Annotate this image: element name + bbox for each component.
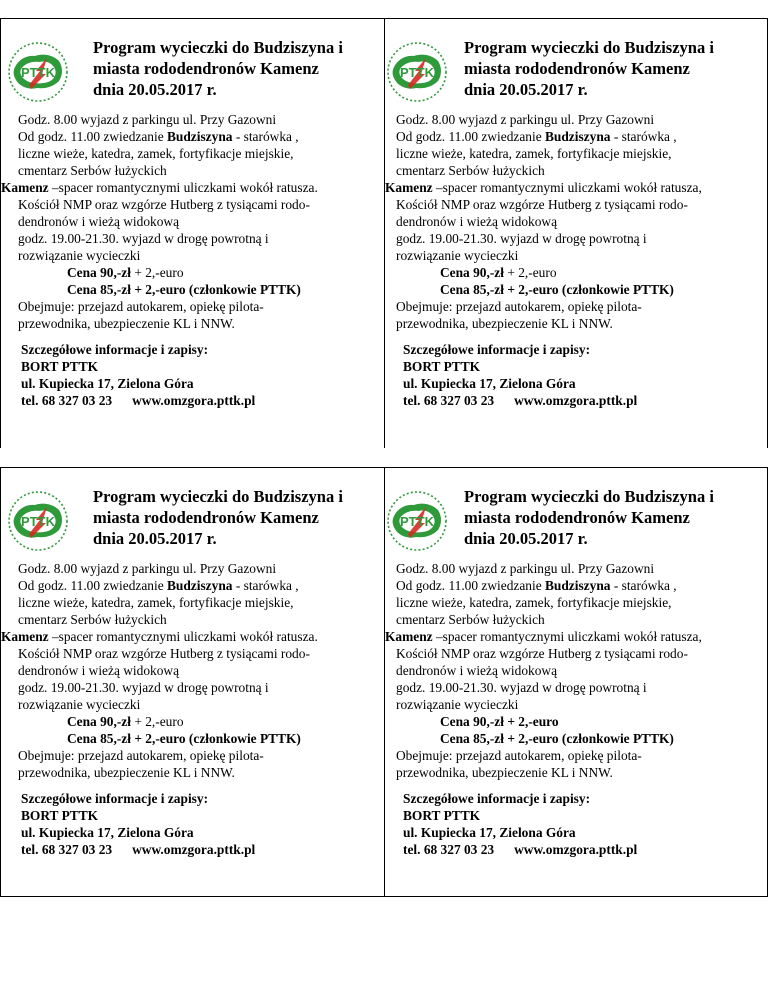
kamenz-line: Kamenz –spacer romantycznymi uliczkami wokół ratusza, [385,629,702,644]
flyer-card-2 [0,467,384,897]
contact-phone: tel. 68 327 03 23 [403,393,495,408]
contact-heading: Szczegółowe informacje i zapisy: [403,342,591,357]
contact-block [21,790,255,858]
contact-website[interactable]: www.omzgora.pttk.pl [514,393,638,408]
includes-line: Obejmuje: przejazd autokarem, opiekę pilota- [396,748,642,763]
title-line: dnia 20.05.2017 r. [464,80,588,99]
flyer-card-3 [384,467,768,897]
return-line: godz. 19.00-21.30. wyjazd w drogę powrotną i [396,680,647,695]
flyer-title [93,37,393,100]
city-name: Kamenz [385,180,433,195]
member-price-line: Cena 85,-zł + 2,-euro (członkowie PTTK) [67,282,301,297]
sights-line: liczne wieże, katedra, zamek, fortyfikacje miejskie, [18,146,294,161]
city-name: Kamenz [1,629,49,644]
church-line: Kościół NMP oraz wzgórze Hutberg z tysiącami rodo- [396,197,688,212]
flyer-title [464,37,764,100]
departure-line: Godz. 8.00 wyjazd z parkingu ul. Przy Gazowni [396,112,655,127]
departure-line: Godz. 8.00 wyjazd z parkingu ul. Przy Gazowni [18,112,277,127]
return-line: godz. 19.00-21.30. wyjazd w drogę powrotną i [18,231,269,246]
church-line: dendronów i wieżą widokową [396,214,558,229]
pttk-logo-icon [386,41,448,103]
logo-text: PTTK [21,514,55,529]
includes-line: Obejmuje: przejazd autokarem, opiekę pilota- [18,748,264,763]
includes-line: Obejmuje: przejazd autokarem, opiekę pilota- [18,299,264,314]
city-name: Budziszyna [166,578,233,593]
flyer-card-1 [384,18,768,448]
contact-website[interactable]: www.omzgora.pttk.pl [132,842,256,857]
includes-line: przewodnika, ubezpieczenie KL i NNW. [396,765,613,780]
kamenz-line: Kamenz –spacer romantycznymi uliczkami wokół ratusza. [1,629,318,644]
includes-line: Obejmuje: przejazd autokarem, opiekę pilota- [396,299,642,314]
visit-line: Od godz. 11.00 zwiedzanie Budziszyna - starówka , [18,129,299,144]
title-line: miasta rododendronów Kamenz [464,59,690,78]
pttk-logo-icon [7,490,69,552]
kamenz-line: Kamenz –spacer romantycznymi uliczkami wokół ratusza. [1,180,318,195]
contact-heading: Szczegółowe informacje i zapisy: [403,791,591,806]
price-line: Cena 90,-zł + 2,-euro [440,714,559,729]
return-line: rozwiązanie wycieczki [18,248,141,263]
member-price-line: Cena 85,-zł + 2,-euro (członkowie PTTK) [440,731,674,746]
kamenz-line: Kamenz –spacer romantycznymi uliczkami wokół ratusza, [385,180,702,195]
city-name: Budziszyna [544,578,611,593]
contact-website[interactable]: www.omzgora.pttk.pl [514,842,638,857]
church-line: Kościół NMP oraz wzgórze Hutberg z tysiącami rodo- [396,646,688,661]
contact-heading: Szczegółowe informacje i zapisy: [21,342,209,357]
contact-org: BORT PTTK [403,808,481,823]
church-line: dendronów i wieżą widokową [396,663,558,678]
flyer-body [385,111,702,332]
contact-block [403,341,637,409]
visit-line: Od godz. 11.00 zwiedzanie Budziszyna - starówka , [18,578,299,593]
return-line: rozwiązanie wycieczki [18,697,141,712]
title-line: miasta rododendronów Kamenz [93,59,319,78]
flyer-card-0 [0,18,384,448]
title-line: Program wycieczki do Budziszyna i [464,487,714,506]
flyer-title [93,486,393,549]
contact-block [403,790,637,858]
contact-address: ul. Kupiecka 17, Zielona Góra [403,376,576,391]
price-line: Cena 90,-zł + 2,-euro [440,265,557,280]
contact-phone: tel. 68 327 03 23 [403,842,495,857]
title-line: Program wycieczki do Budziszyna i [93,487,343,506]
includes-line: przewodnika, ubezpieczenie KL i NNW. [18,765,235,780]
return-line: rozwiązanie wycieczki [396,697,519,712]
contact-address: ul. Kupiecka 17, Zielona Góra [21,825,194,840]
title-line: dnia 20.05.2017 r. [93,80,217,99]
flyer-title [464,486,764,549]
title-line: Program wycieczki do Budziszyna i [464,38,714,57]
contact-phone-web [403,841,637,858]
price-line: Cena 90,-zł + 2,-euro [67,265,184,280]
departure-line: Godz. 8.00 wyjazd z parkingu ul. Przy Gazowni [396,561,655,576]
contact-address: ul. Kupiecka 17, Zielona Góra [21,376,194,391]
contact-block [21,341,255,409]
title-line: miasta rododendronów Kamenz [93,508,319,527]
sights-line: cmentarz Serbów łużyckich [18,163,167,178]
sights-line: liczne wieże, katedra, zamek, fortyfikacje miejskie, [18,595,294,610]
contact-org: BORT PTTK [21,359,99,374]
logo-text: PTTK [21,65,55,80]
title-line: dnia 20.05.2017 r. [93,529,217,548]
sights-line: cmentarz Serbów łużyckich [396,612,545,627]
visit-line: Od godz. 11.00 zwiedzanie Budziszyna - starówka , [396,578,677,593]
return-line: godz. 19.00-21.30. wyjazd w drogę powrotną i [18,680,269,695]
church-line: dendronów i wieżą widokową [18,663,180,678]
flyer-body [385,560,702,781]
contact-phone-web [403,392,637,409]
city-name: Kamenz [1,180,49,195]
sights-line: liczne wieże, katedra, zamek, fortyfikacje miejskie, [396,595,672,610]
return-line: godz. 19.00-21.30. wyjazd w drogę powrotną i [396,231,647,246]
contact-phone: tel. 68 327 03 23 [21,393,113,408]
includes-line: przewodnika, ubezpieczenie KL i NNW. [396,316,613,331]
church-line: Kościół NMP oraz wzgórze Hutberg z tysiącami rodo- [18,646,310,661]
city-name: Kamenz [385,629,433,644]
return-line: rozwiązanie wycieczki [396,248,519,263]
member-price-line: Cena 85,-zł + 2,-euro (członkowie PTTK) [67,731,301,746]
flyer-body [1,560,318,781]
departure-line: Godz. 8.00 wyjazd z parkingu ul. Przy Gazowni [18,561,277,576]
includes-line: przewodnika, ubezpieczenie KL i NNW. [18,316,235,331]
pttk-logo-icon [386,490,448,552]
pttk-logo-icon [7,41,69,103]
church-line: Kościół NMP oraz wzgórze Hutberg z tysiącami rodo- [18,197,310,212]
sights-line: cmentarz Serbów łużyckich [18,612,167,627]
visit-line: Od godz. 11.00 zwiedzanie Budziszyna - starówka , [396,129,677,144]
title-line: Program wycieczki do Budziszyna i [93,38,343,57]
city-name: Budziszyna [166,129,233,144]
contact-phone: tel. 68 327 03 23 [21,842,113,857]
church-line: dendronów i wieżą widokową [18,214,180,229]
title-line: dnia 20.05.2017 r. [464,529,588,548]
member-price-line: Cena 85,-zł + 2,-euro (członkowie PTTK) [440,282,674,297]
logo-text: PTTK [400,65,434,80]
logo-text: PTTK [400,514,434,529]
sights-line: cmentarz Serbów łużyckich [396,163,545,178]
contact-phone-web [21,841,255,858]
contact-org: BORT PTTK [21,808,99,823]
city-name: Budziszyna [544,129,611,144]
title-line: miasta rododendronów Kamenz [464,508,690,527]
flyer-body [1,111,318,332]
contact-website[interactable]: www.omzgora.pttk.pl [132,393,256,408]
contact-heading: Szczegółowe informacje i zapisy: [21,791,209,806]
contact-address: ul. Kupiecka 17, Zielona Góra [403,825,576,840]
contact-phone-web [21,392,255,409]
price-line: Cena 90,-zł + 2,-euro [67,714,184,729]
contact-org: BORT PTTK [403,359,481,374]
sights-line: liczne wieże, katedra, zamek, fortyfikacje miejskie, [396,146,672,161]
